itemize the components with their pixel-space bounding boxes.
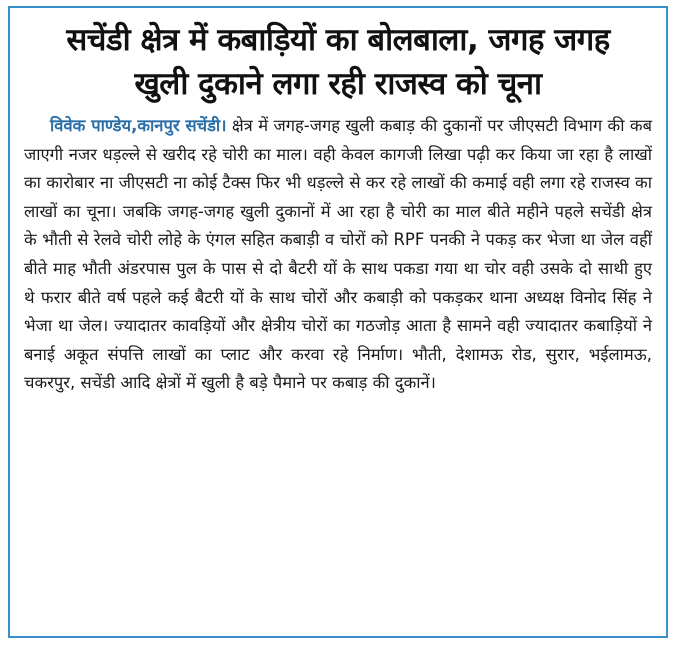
article-body [24, 112, 652, 398]
headline-line-2: खुली दुकाने लगा रही राजस्व को चूना [134, 66, 542, 102]
page-margin [0, 642, 680, 669]
headline-line-1: सचेंडी क्षेत्र में कबाड़ियों का बोलबाला, जगह जगह [66, 22, 610, 58]
article-body-text: क्षेत्र में जगह-जगह खुली कबाड़ की दुकानों पर जीएसटी विभाग की कब जाएगी नजर धड़ल्ले से खरीद रहे चोरी का माल। वही केवल कागजी लिखा पढ़ी कर किया जा रहा है लाखों का कारोबार ना जीएसटी ना कोई टैक्स फिर भी धड़ल्ले से कर रहे लाखों की कमाई वही लगा रहे राजस्व का लाखों का चूना। जबकि जगह-जगह खुली दुकानों में आ रहा है चोरी का माल बीते महीने पहले सचेंडी क्षेत्र के भौती से रेलवे चोरी लोहे के एंगल सहित कबाड़ी व चोरों को RPF पनकी ने पकड़ कर भेजा था जेल वहीं बीते माह भौती अंडरपास पुल के पास से दो बैटरी यों के साथ पकडा गया था चोर वही उसके दो साथी हुए थे फरार बीते वर्ष पहले कई बैटरी यों के साथ चोरों और कबाड़ी को पकड़कर थाना अध्यक्ष विनोद सिंह ने भेजा था जेल। ज्यादातर कावड़ियों और क्षेत्रीय चोरों का गठजोड़ आता है सामने वही ज्यादातर कबाड़ियों ने बनाई अकूत संपत्ति लाखों का प्लाट और करवा रहे निर्माण। भौती, देशामऊ रोड, सुरार, भईलामऊ, चकरपुर, सचेंडी आदि क्षेत्रों में खुली है बड़े पैमाने पर कबाड़ की दुकानें। [24, 116, 652, 393]
news-article [8, 6, 668, 638]
article-byline: विवेक पाण्डेय,कानपुर सचेंडी। [50, 116, 227, 135]
article-headline [20, 18, 656, 106]
